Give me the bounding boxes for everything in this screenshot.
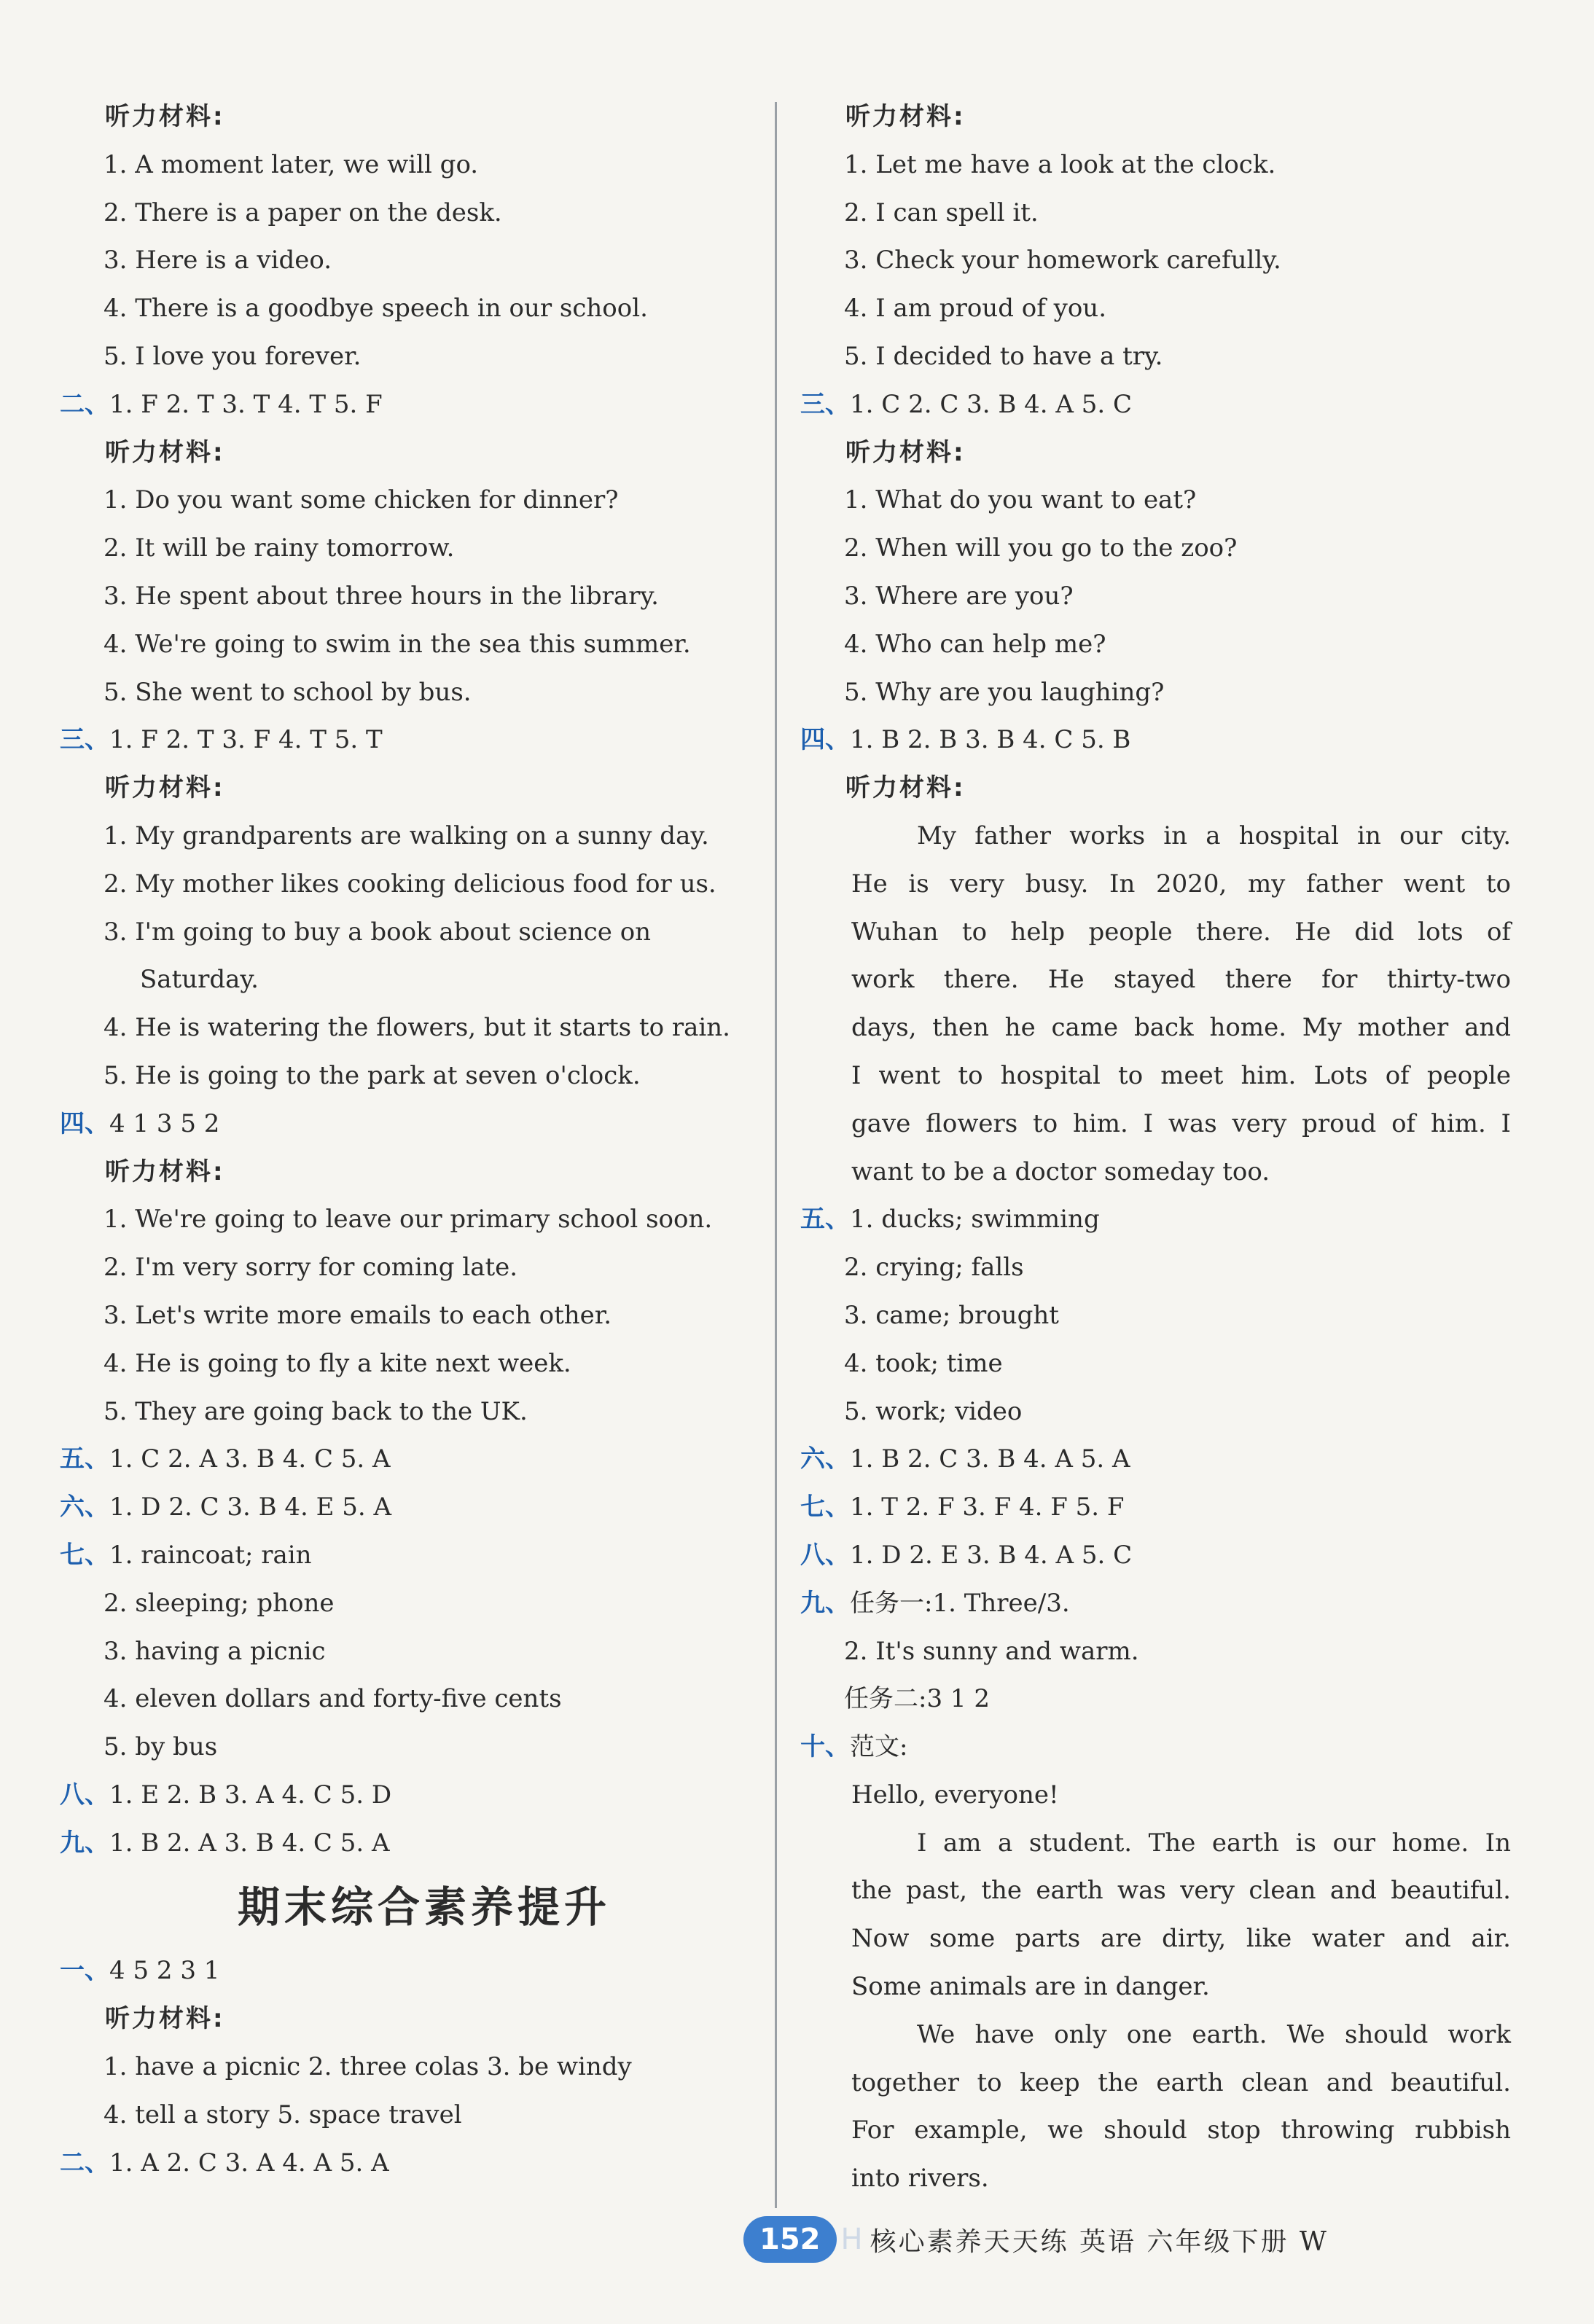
answer-text: 1. A 2. C 3. A 4. A 5. A: [109, 2148, 389, 2178]
answer-text: 1. F 2. T 3. T 4. T 5. F: [109, 389, 383, 419]
list-item-continuation: Saturday.: [140, 965, 259, 995]
list-item: 2. It will be rainy tomorrow.: [103, 533, 455, 563]
answer-text: 1. raincoat; rain: [109, 1540, 312, 1570]
section-number: 十、: [800, 1732, 850, 1762]
answer-text: 1. D 2. C 3. B 4. E 5. A: [109, 1492, 392, 1522]
paragraph-line: Some animals are in danger.: [851, 1972, 1210, 2002]
paragraph-line: into rivers.: [851, 2164, 989, 2194]
section-number: 二、: [60, 2148, 109, 2178]
list-item: 3. came; brought: [844, 1300, 1059, 1330]
list-item: 4. He is going to fly a kite next week.: [103, 1348, 571, 1378]
answer-text: 1. ducks; swimming: [850, 1205, 1100, 1235]
answer-text: 1. F 2. T 3. F 4. T 5. T: [109, 725, 383, 755]
answer-row: [60, 1772, 759, 1820]
answer-row: [60, 381, 759, 429]
list-item: 3. He spent about three hours in the library.: [103, 581, 659, 611]
section-number: 九、: [800, 1588, 850, 1618]
paragraph-line: together to keep the earth clean and beautiful.: [851, 2067, 1511, 2097]
list-item: 5. I decided to have a try.: [844, 341, 1163, 371]
right-column: [800, 93, 1511, 2203]
list-item: 4. eleven dollars and forty-five cents: [103, 1684, 562, 1714]
list-item: 5. Why are you laughing?: [844, 677, 1165, 707]
page-number-badge: 152: [743, 2216, 837, 2263]
section-number: 七、: [800, 1492, 850, 1522]
list-item: 1. A moment later, we will go.: [103, 149, 479, 179]
left-column: [60, 93, 759, 2187]
answer-text: 1. B 2. B 3. B 4. C 5. B: [850, 725, 1131, 755]
section-number: 三、: [60, 725, 109, 755]
section-title: 期末综合素养提升: [237, 1882, 611, 1933]
list-item: 2. There is a paper on the desk.: [103, 197, 502, 227]
listening-heading: 听力材料:: [105, 2004, 225, 2034]
paragraph-line: Hello, everyone!: [851, 1780, 1059, 1809]
answer-row: [60, 1532, 759, 1580]
list-item: 3. having a picnic: [103, 1636, 326, 1666]
answer-text: 4 1 3 5 2: [109, 1108, 220, 1138]
list-item: 5. She went to school by bus.: [103, 677, 472, 707]
section-number: 六、: [60, 1492, 109, 1522]
list-item: 任务二:3 1 2: [844, 1684, 990, 1714]
paragraph-line: For example, we should stop throwing rubbish: [851, 2116, 1511, 2145]
answer-row: [60, 1820, 759, 1868]
listening-heading: 听力材料:: [845, 102, 966, 131]
list-item: 2. I'm very sorry for coming late.: [103, 1253, 518, 1283]
list-item: 1. What do you want to eat?: [844, 485, 1197, 515]
paragraph-line: work there. He stayed there for thirty-two: [851, 965, 1511, 995]
paragraph-line: I am a student. The earth is our home. In: [917, 1828, 1511, 1858]
list-item: 2. It's sunny and warm.: [844, 1636, 1139, 1666]
list-item: 2. I can spell it.: [844, 197, 1039, 227]
section-number: 五、: [800, 1205, 850, 1235]
list-item: 1. My grandparents are walking on a sunny day.: [103, 821, 709, 850]
listening-heading: 听力材料:: [105, 102, 225, 131]
answer-text: 1. E 2. B 3. A 4. C 5. D: [109, 1780, 392, 1809]
listening-heading: 听力材料:: [845, 437, 966, 467]
list-item: 1. We're going to leave our primary school soon.: [103, 1205, 713, 1235]
list-item: 5. He is going to the park at seven o'clock.: [103, 1060, 641, 1090]
list-item: 5. They are going back to the UK.: [103, 1396, 528, 1426]
paragraph-line: want to be a doctor someday too.: [851, 1157, 1270, 1186]
answer-text: 1. B 2. C 3. B 4. A 5. A: [850, 1444, 1130, 1474]
section-number: 五、: [60, 1444, 109, 1474]
answer-row: [800, 381, 1511, 429]
answer-row: [60, 716, 759, 764]
answer-text: 1. C 2. C 3. B 4. A 5. C: [850, 389, 1133, 419]
paragraph-line: He is very busy. In 2020, my father went to: [851, 869, 1511, 899]
list-item: 4. Who can help me?: [844, 629, 1106, 659]
answer-text: 任务一:1. Three/3.: [850, 1588, 1070, 1618]
list-item: 2. When will you go to the zoo?: [844, 533, 1238, 563]
section-number: 八、: [60, 1780, 109, 1809]
list-item: 3. Where are you?: [844, 581, 1074, 611]
answer-row: [800, 1580, 1511, 1628]
paragraph-line: My father works in a hospital in our city.: [917, 821, 1511, 850]
answer-text: 1. D 2. E 3. B 4. A 5. C: [850, 1540, 1133, 1570]
paragraph-line: We have only one earth. We should work: [917, 2019, 1511, 2049]
answer-row: [60, 1947, 759, 1995]
list-item: 3. Check your homework carefully.: [844, 246, 1281, 275]
answer-text: 1. C 2. A 3. B 4. C 5. A: [109, 1444, 391, 1474]
section-number: 二、: [60, 389, 109, 419]
answer-row: [800, 1196, 1511, 1244]
answer-row: [800, 1436, 1511, 1484]
list-item: 5. I love you forever.: [103, 341, 362, 371]
paragraph-line: Wuhan to help people there. He did lots of: [851, 917, 1511, 947]
list-item: 4. took; time: [844, 1348, 1003, 1378]
book-title: 核心素养天天练 英语 六年级下册 W: [870, 2226, 1329, 2257]
section-number: 一、: [60, 1956, 109, 1986]
answer-row: [800, 716, 1511, 764]
section-number: 七、: [60, 1540, 109, 1570]
answer-text: 1. T 2. F 3. F 4. F 5. F: [850, 1492, 1125, 1522]
list-item: 2. My mother likes cooking delicious food for us.: [103, 869, 716, 899]
answer-row: [60, 1484, 759, 1532]
listening-heading: 听力材料:: [105, 437, 225, 467]
answer-row: [800, 1724, 1511, 1772]
list-item: 1. have a picnic 2. three colas 3. be windy: [103, 2052, 632, 2082]
list-item: 4. He is watering the flowers, but it starts to rain.: [103, 1013, 730, 1043]
list-item: 2. sleeping; phone: [103, 1588, 335, 1618]
answer-row: [60, 1436, 759, 1484]
listening-heading: 听力材料:: [105, 773, 225, 803]
answer-row: [60, 1100, 759, 1149]
list-item: 3. Here is a video.: [103, 246, 332, 275]
answer-text: 4 5 2 3 1: [109, 1956, 220, 1986]
answer-row: [800, 1484, 1511, 1532]
section-number: 六、: [800, 1444, 850, 1474]
list-item: 3. Let's write more emails to each other.: [103, 1300, 612, 1330]
listening-heading: 听力材料:: [105, 1157, 225, 1186]
answer-text: 范文:: [850, 1732, 908, 1762]
list-item: 4. We're going to swim in the sea this summer.: [103, 629, 691, 659]
list-item: 4. I am proud of you.: [844, 294, 1107, 324]
list-item: 4. tell a story 5. space travel: [103, 2100, 462, 2129]
list-item: 5. by bus: [103, 1732, 218, 1762]
list-item: 4. There is a goodbye speech in our school.: [103, 294, 648, 324]
answer-row: [60, 2140, 759, 2188]
section-number: 八、: [800, 1540, 850, 1570]
page-number-tail: H: [840, 2223, 863, 2256]
list-item: 3. I'm going to buy a book about science on: [103, 917, 652, 947]
paragraph-line: I went to hospital to meet him. Lots of people: [851, 1060, 1511, 1090]
answer-row: [800, 1532, 1511, 1580]
answer-text: 1. B 2. A 3. B 4. C 5. A: [109, 1828, 390, 1858]
paragraph-line: gave flowers to him. I was very proud of him. I: [851, 1108, 1511, 1138]
paragraph-line: days, then he came back home. My mother and: [851, 1013, 1511, 1043]
section-number: 三、: [800, 389, 850, 419]
page-footer: [743, 2215, 1329, 2264]
list-item: 1. Let me have a look at the clock.: [844, 149, 1276, 179]
column-divider: [775, 102, 777, 2208]
paragraph-line: Now some parts are dirty, like water and air.: [851, 1924, 1511, 1954]
listening-heading: 听力材料:: [845, 773, 966, 803]
section-number: 四、: [800, 725, 850, 755]
list-item: 2. crying; falls: [844, 1253, 1024, 1283]
list-item: 5. work; video: [844, 1396, 1023, 1426]
section-number: 四、: [60, 1108, 109, 1138]
list-item: 1. Do you want some chicken for dinner?: [103, 485, 619, 515]
paragraph-line: the past, the earth was very clean and beautiful.: [851, 1876, 1511, 1906]
section-number: 九、: [60, 1828, 109, 1858]
